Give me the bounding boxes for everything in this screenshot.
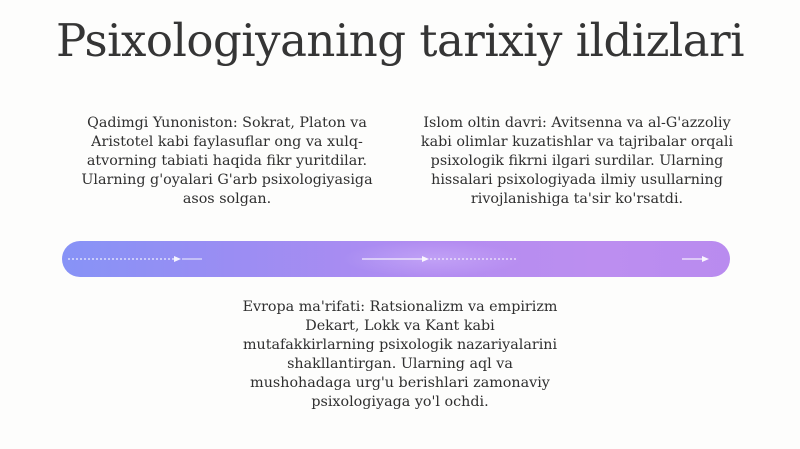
timeline-arrows-graphic [62, 241, 730, 277]
text-block-ancient-greece: Qadimgi Yunoniston: Sokrat, Platon va Aristotel kabi faylasuflar ong va xulq-atvorning tabiati haqida fikr yuritdilar. Ularning g'oyalari G'arb psixologiyasiga asos solgan. [81, 115, 373, 207]
text-block-islamic-golden-age: Islom oltin davri: Avitsenna va al-G'azzoliy kabi olimlar kuzatishlar va tajribalar orqali psixologik fikrni ilgari surdilar. Ularning hissalari psixologiyada ilmiy usullarning rivojlanishiga ta'sir ko'rsatdi. [420, 115, 734, 207]
timeline-bar [62, 241, 730, 277]
text-block-european-enlightenment: Evropa ma'rifati: Ratsionalizm va empirizm Dekart, Lokk va Kant kabi mutafakkirlarning psixologik nazariyalarini shakllantirgan. Ularning aql va mushohadaga urg'u berishlari zamonaviy psixologiyaga yo'l ochdi. [242, 299, 558, 410]
slide-title: Psixologiyaning tarixiy ildizlari [55, 14, 745, 67]
